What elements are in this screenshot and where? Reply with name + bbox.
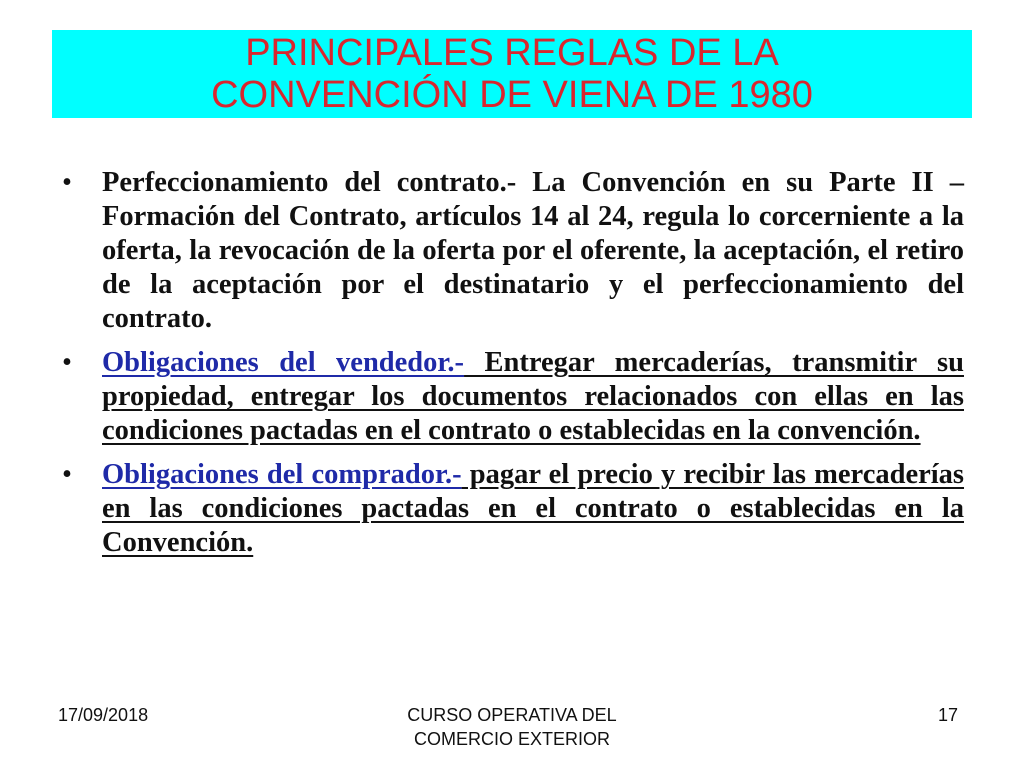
- bullet-marker: •: [62, 167, 72, 198]
- slide-title-line-2: CONVENCIÓN DE VIENA DE 1980: [211, 74, 813, 116]
- bullet-text: La Convención en su Parte II – Formación del Contrato, artículos 14 al 24, regula lo corcerniente a la oferta, la revocación de la oferta por el oferente, la aceptación, el retiro de la aceptación por el destinatario y el perfeccionamiento del contrato.: [102, 167, 964, 334]
- footer-date: 17/09/2018: [58, 705, 149, 725]
- footer-course: [362, 703, 662, 751]
- bullet-lead: Obligaciones del vendedor.-: [102, 347, 465, 378]
- footer-page-number: 17: [937, 705, 958, 725]
- bullet-perfeccionamiento: [60, 166, 964, 336]
- bullet-lead: Obligaciones del comprador.-: [102, 459, 462, 490]
- footer-course-line-1: CURSO OPERATIVA DEL: [407, 705, 617, 725]
- bullet-lead: Perfeccionamiento del contrato.-: [102, 167, 517, 198]
- bullet-text: pagar el precio y recibir las mercaderías en las condiciones pactadas en el contrato o establecidas en la Convención.: [102, 459, 965, 558]
- slide-title: [52, 30, 972, 118]
- bullet-list: [60, 166, 964, 570]
- bullet-marker: •: [62, 347, 72, 378]
- slide-title-line-1: PRINCIPALES REGLAS DE LA: [245, 32, 779, 74]
- bullet-obligaciones-comprador: [60, 458, 964, 560]
- bullet-marker: •: [62, 459, 72, 490]
- bullet-obligaciones-vendedor: [60, 346, 964, 448]
- footer-course-line-2: COMERCIO EXTERIOR: [413, 729, 610, 749]
- bullet-text: Entregar mercaderías, transmitir su propiedad, entregar los documentos relacionados con ellas en las condiciones pactadas en el contrato o establecidas en la convención.: [102, 347, 964, 446]
